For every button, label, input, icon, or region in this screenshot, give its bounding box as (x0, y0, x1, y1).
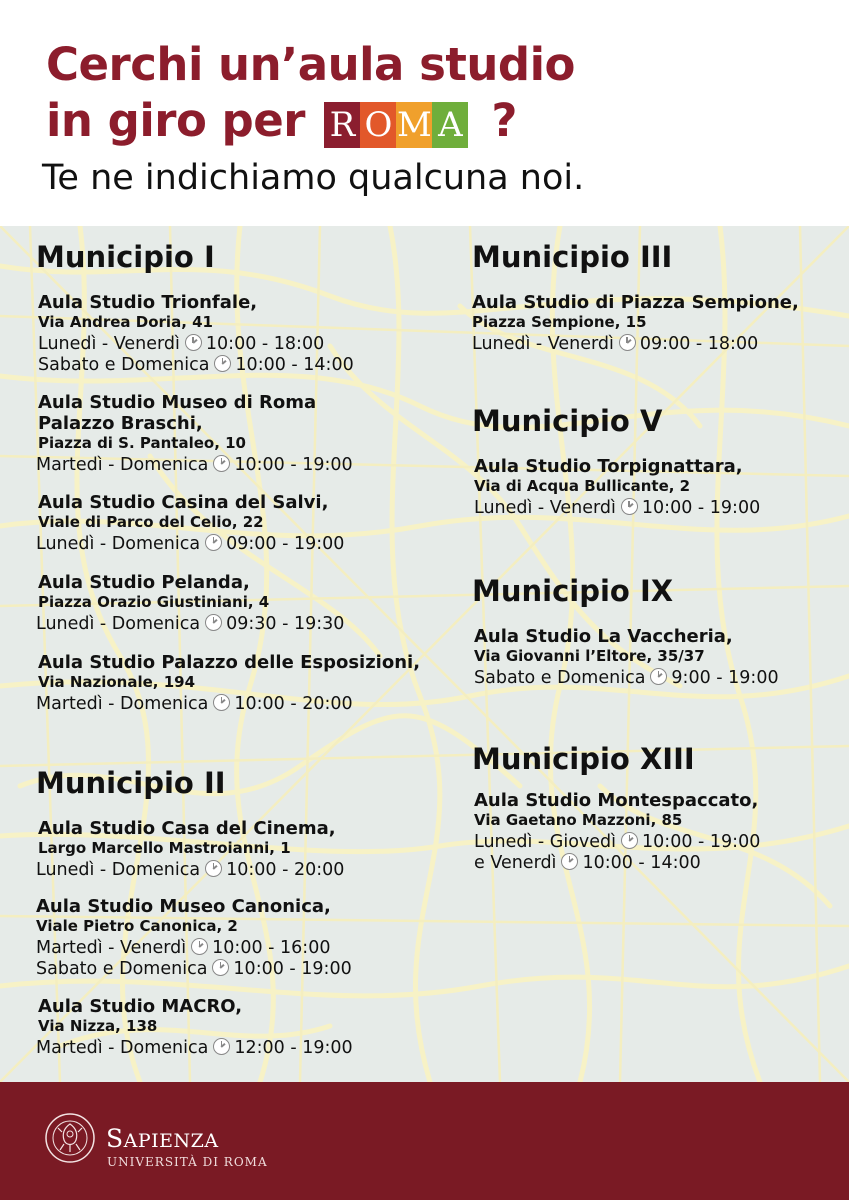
roma-letter-a: A (432, 102, 468, 148)
municipio-xiii-heading: Municipio XIII (472, 742, 695, 776)
hours-days: Sabato e Domenica (36, 959, 208, 979)
hours-days: Lunedì - Domenica (36, 614, 201, 634)
hours-time: 09:00 - 18:00 (639, 334, 759, 354)
municipio-iii-heading: Municipio III (472, 240, 673, 274)
entry-name: Aula Studio Museo Canonica, (36, 896, 331, 917)
entry-name: Aula Studio Trionfale, (38, 292, 258, 313)
title-line-2-prefix: in giro per (46, 94, 305, 147)
entry-address: Via Gaetano Mazzoni, 85 (474, 811, 683, 829)
footer (0, 1082, 849, 1200)
entry-address: Via di Acqua Bullicante, 2 (474, 477, 691, 495)
entry-casina-del-salvi (38, 492, 344, 555)
entry-address: Via Nazionale, 194 (38, 673, 196, 691)
hours-time: 10:00 - 14:00 (235, 355, 354, 375)
entry-name: Aula Studio MACRO, (38, 996, 243, 1017)
university-name-initial: S (106, 1124, 124, 1153)
entry-hours-row (474, 668, 779, 689)
hours-time: 10:00 - 18:00 (205, 334, 325, 354)
university-name (106, 1124, 219, 1153)
clock-icon (191, 938, 208, 955)
clock-icon (212, 959, 229, 976)
entry-hours-row (36, 860, 344, 881)
entry-museo-di-roma (38, 392, 353, 476)
entry-hours-row (474, 498, 760, 519)
hours-time: 10:00 - 20:00 (234, 694, 353, 714)
header (0, 0, 849, 226)
title-question-mark: ? (491, 94, 517, 147)
entry-hours-row (36, 614, 344, 635)
hours-time: 09:00 - 19:00 (226, 534, 345, 554)
hours-days: Lunedì - Venerdì (472, 334, 614, 354)
entry-hours-row (36, 938, 352, 959)
entry-hours-row (474, 853, 760, 874)
hours-days: Martedì - Venerdì (36, 938, 187, 958)
entry-hours-row (36, 534, 344, 555)
entry-address: Via Giovanni l’Eltore, 35/37 (474, 647, 705, 665)
university-name-rest: APIENZA (123, 1130, 219, 1152)
clock-icon (185, 334, 202, 351)
clock-icon (205, 534, 222, 551)
hours-days: Martedì - Domenica (36, 1038, 209, 1058)
entry-hours-row (474, 832, 760, 853)
entry-name: Aula Studio Montespaccato, (474, 790, 759, 811)
entry-trionfale (38, 292, 354, 376)
hours-time: 10:00 - 19:00 (233, 959, 352, 979)
entry-name: Aula Studio Torpignattara, (474, 456, 743, 477)
entry-name: Aula Studio Casa del Cinema, (38, 818, 336, 839)
map-background (0, 226, 849, 1082)
hours-days: e Venerdì (474, 853, 557, 873)
hours-time: 12:00 - 19:00 (234, 1038, 353, 1058)
clock-icon (213, 455, 230, 472)
entry-hours-row (36, 694, 420, 715)
municipio-i-heading: Municipio I (36, 240, 215, 274)
roma-letter-o: O (360, 102, 396, 148)
hours-days: Martedì - Domenica (36, 455, 209, 475)
entry-address: Largo Marcello Mastroianni, 1 (38, 839, 291, 857)
entry-pelanda (38, 572, 344, 635)
hours-time: 09:30 - 19:30 (226, 614, 345, 634)
subtitle: Te ne indichiamo qualcuna noi. (42, 158, 585, 198)
hours-time: 9:00 - 19:00 (671, 668, 779, 688)
clock-icon (213, 1038, 230, 1055)
municipio-ii-heading: Municipio II (36, 766, 226, 800)
entry-piazza-sempione (472, 292, 799, 355)
hours-time: 10:00 - 16:00 (212, 938, 331, 958)
entry-name: Aula Studio La Vaccheria, (474, 626, 733, 647)
clock-icon (213, 694, 230, 711)
roma-logo (324, 102, 468, 148)
entry-hours-row (38, 355, 354, 376)
hours-days: Lunedì - Giovedì (474, 832, 617, 852)
entry-museo-canonica (36, 896, 352, 980)
clock-icon (621, 832, 638, 849)
entry-name: Aula Studio di Piazza Sempione, (472, 292, 799, 313)
entry-macro (38, 996, 353, 1059)
hours-days: Sabato e Domenica (38, 355, 210, 375)
entry-casa-del-cinema (38, 818, 344, 881)
municipio-ix-heading: Municipio IX (472, 574, 674, 608)
entry-name: Aula Studio Palazzo delle Esposizioni, (38, 652, 421, 673)
entry-montespaccato (474, 790, 760, 874)
title-line-2 (46, 94, 517, 148)
entry-torpignattara (474, 456, 760, 519)
hours-time: 10:00 - 19:00 (642, 832, 761, 852)
municipio-v-heading: Municipio V (472, 404, 663, 438)
sapienza-seal-icon (44, 1112, 96, 1164)
hours-time: 10:00 - 19:00 (641, 498, 761, 518)
title-line-1: Cerchi un’aula studio (46, 38, 575, 91)
entry-address: Piazza Orazio Giustiniani, 4 (38, 593, 270, 611)
university-subtitle: UNIVERSITÀ DI ROMA (107, 1155, 268, 1169)
clock-icon (621, 498, 638, 515)
hours-time: 10:00 - 19:00 (234, 455, 353, 475)
clock-icon (619, 334, 636, 351)
clock-icon (650, 668, 667, 685)
clock-icon (561, 853, 578, 870)
hours-days: Sabato e Domenica (474, 668, 646, 688)
entry-name: Aula Studio Casina del Salvi, (38, 492, 329, 513)
entry-address: Via Andrea Doria, 41 (38, 313, 213, 331)
entry-address: Via Nizza, 138 (38, 1017, 158, 1035)
clock-icon (205, 860, 222, 877)
entry-address: Piazza Sempione, 15 (472, 313, 647, 331)
entry-address: Viale di Parco del Celio, 22 (38, 513, 264, 531)
roma-letter-r: R (324, 102, 360, 148)
entry-name-line-2: Palazzo Braschi, (38, 413, 203, 434)
clock-icon (214, 355, 231, 372)
hours-time: 10:00 - 14:00 (582, 853, 701, 873)
entry-hours-row (36, 1038, 353, 1059)
entry-name: Aula Studio Pelanda, (38, 572, 250, 593)
entry-hours-row (38, 334, 354, 355)
hours-days: Lunedì - Venerdì (474, 498, 616, 518)
hours-days: Lunedì - Domenica (36, 860, 201, 880)
clock-icon (205, 614, 222, 631)
entry-name: Aula Studio Museo di Roma (38, 392, 317, 413)
entry-hours-row (472, 334, 799, 355)
hours-days: Lunedì - Venerdì (38, 334, 180, 354)
hours-time: 10:00 - 20:00 (226, 860, 345, 880)
hours-days: Lunedì - Domenica (36, 534, 201, 554)
entry-hours-row (36, 959, 352, 980)
entry-palazzo-delle-esposizioni (38, 652, 420, 715)
roma-letter-m: M (396, 102, 432, 148)
hours-days: Martedì - Domenica (36, 694, 209, 714)
entry-address: Piazza di S. Pantaleo, 10 (38, 434, 246, 452)
entry-hours-row (36, 455, 353, 476)
entry-address: Viale Pietro Canonica, 2 (36, 917, 238, 935)
entry-la-vaccheria (474, 626, 779, 689)
